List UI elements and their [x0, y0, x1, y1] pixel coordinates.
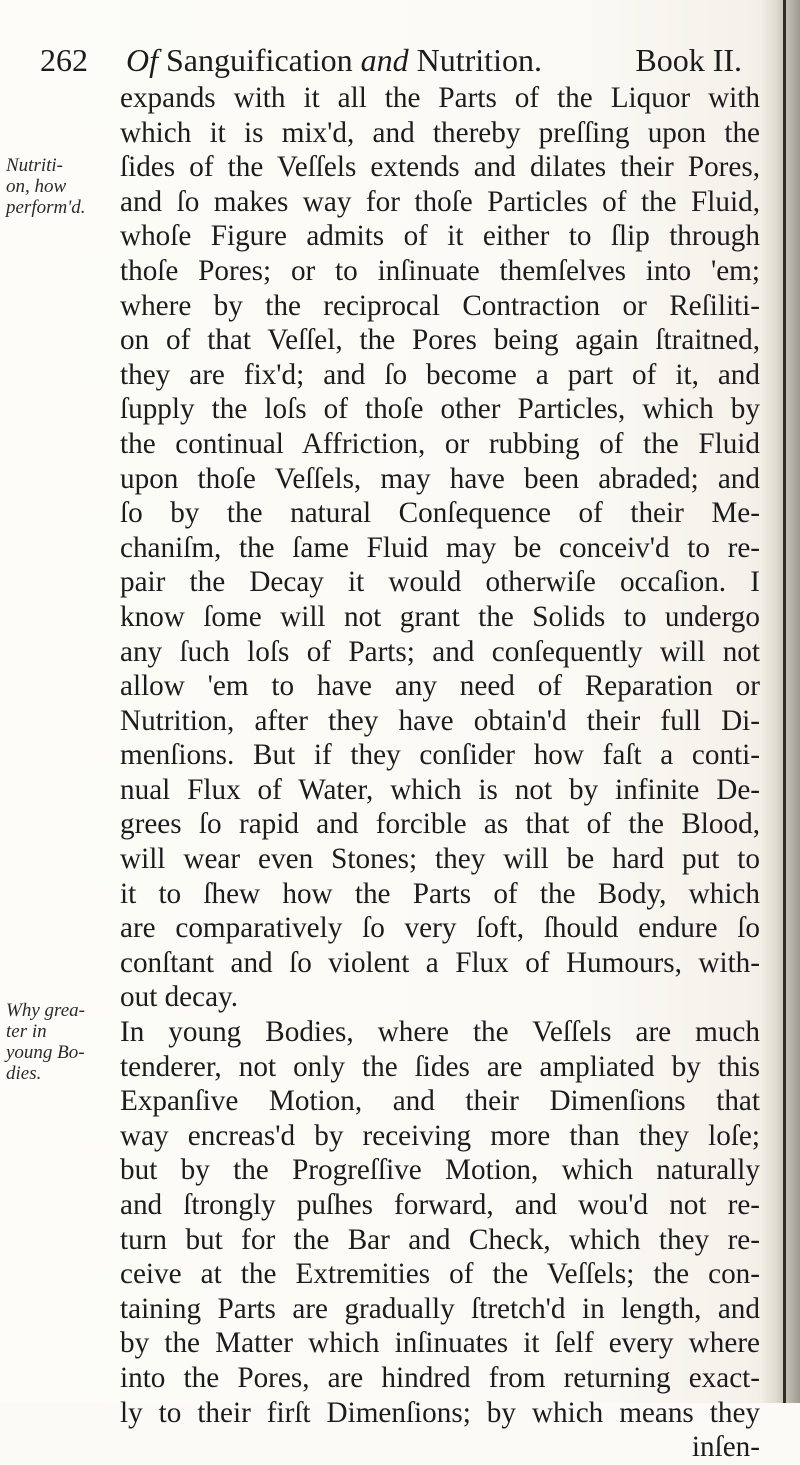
text-line: turn but for the Bar and Check, which they re- [120, 1223, 760, 1256]
running-head-title: Sanguification [166, 42, 353, 78]
text-line: where by the reciprocal Contraction or Reſiliti- [120, 289, 760, 322]
margin-note-line: young Bo- [6, 1042, 85, 1063]
margin-note-line: ter in [6, 1021, 47, 1042]
binding-shadow-line [783, 0, 786, 1403]
text-line: upon thoſe Veſſels, may have been abraded; and [120, 462, 760, 495]
text-line: are comparatively ſo very ſoft, ſhould endure ſo [120, 912, 760, 945]
text-line: way encreas'd by receiving more than they loſe; [120, 1119, 760, 1152]
catchword: inſen- [691, 1431, 760, 1464]
margin-note-line: Why grea- [6, 1000, 85, 1021]
page-binding-edge [760, 0, 800, 1403]
text-line: the continual Affriction, or rubbing of the Fluid [120, 427, 760, 460]
text-line: and ſtrongly puſhes forward, and wou'd not re- [120, 1189, 760, 1221]
margin-note-line: dies. [6, 1063, 42, 1084]
text-line: ſo by the natural Conſequence of their Me- [120, 497, 760, 530]
text-line: but by the Progreſſive Motion, which naturally [120, 1154, 760, 1187]
text-line: conſtant and ſo violent a Flux of Humours, with- [120, 946, 760, 979]
running-head-end: Nutrition. [416, 42, 542, 78]
text-line: taining Parts are gradually ſtretch'd in length, and [120, 1292, 760, 1325]
text-line: and ſo makes way for thoſe Particles of the Fluid, [120, 185, 760, 218]
text-line: ly to their firſt Dimenſions; by which means they [120, 1396, 760, 1429]
body-text [120, 81, 760, 1465]
text-line: by the Matter which inſinuates it ſelf every where [120, 1327, 760, 1360]
margin-note-line: perform'd. [6, 197, 86, 218]
text-line: ſides of the Veſſels extends and dilates their Pores, [120, 151, 760, 184]
text-line: pair the Decay it would otherwiſe occaſion. I [120, 566, 760, 599]
text-line: they are fix'd; and ſo become a part of it, and [120, 358, 760, 391]
text-line: thoſe Pores; or to inſinuate themſelves into 'em; [120, 254, 760, 287]
margin-note-line: Nutriti- [6, 155, 64, 176]
text-line: it to ſhew how the Parts of the Body, which [120, 877, 760, 910]
margin-note-nutrition [6, 155, 116, 218]
text-line: chaniſm, the ſame Fluid may be conceiv'd to re- [120, 531, 760, 564]
book-number: Book II. [635, 42, 742, 78]
running-head-and: and [360, 42, 409, 78]
margin-note-line: on, how [6, 176, 67, 197]
text-line: ceive at the Extremities of the Veſſels; the con- [120, 1258, 760, 1291]
text-line: grees ſo rapid and forcible as that of the Blood, [120, 808, 760, 841]
text-line: know ſome will not grant the Solids to undergo [120, 600, 760, 633]
text-line: which it is mix'd, and thereby preſſing upon the [120, 116, 760, 149]
text-line: menſions. But if they conſider how faſt a conti- [120, 739, 760, 772]
text-line: allow 'em to have any need of Reparation or [120, 670, 760, 703]
text-line: into the Pores, are hindred from returning exact- [120, 1361, 760, 1394]
text-line: nual Flux of Water, which is not by infinite De- [120, 773, 760, 806]
text-line: Nutrition, after they have obtain'd their full Di- [120, 704, 760, 737]
text-line: will wear even Stones; they will be hard put to [120, 843, 760, 876]
text-line-paragraph-end: out decay. [120, 981, 239, 1014]
text-line: In young Bodies, where the Veſſels are much [120, 1016, 760, 1049]
margin-note-young-bodies [6, 1000, 116, 1084]
text-line: Expanſive Motion, and their Dimenſions that [120, 1085, 760, 1118]
page-number: 262 [40, 42, 88, 78]
text-line: expands with it all the Parts of the Liquor with [120, 82, 760, 114]
text-line: ſupply the loſs of thoſe other Particles, which by [120, 393, 760, 426]
text-line: whoſe Figure admits of it either to ſlip through [120, 220, 760, 253]
text-line: tenderer, not only the ſides are ampliated by this [120, 1050, 760, 1083]
running-head-of: Of [126, 42, 158, 78]
text-line: on of that Veſſel, the Pores being again ſtraitned, [120, 324, 760, 357]
text-line: any ſuch loſs of Parts; and conſequently will not [120, 635, 760, 668]
